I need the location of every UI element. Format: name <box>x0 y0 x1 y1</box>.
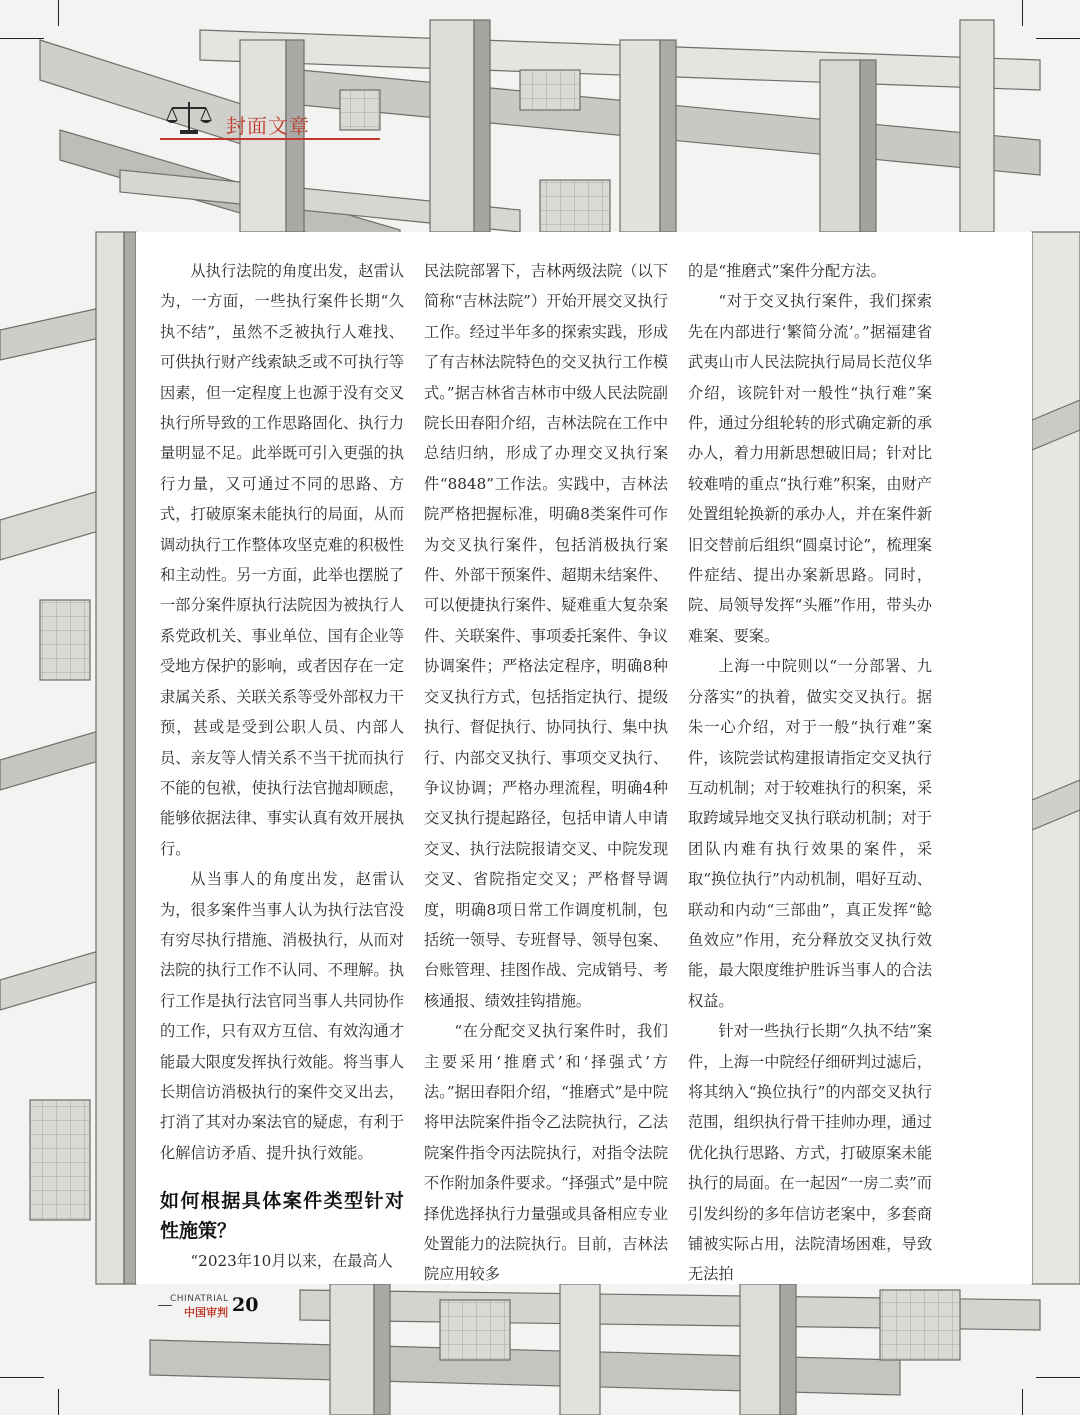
crop-mark <box>1036 38 1080 39</box>
page-folio <box>158 1294 298 1324</box>
crop-mark <box>1022 1389 1023 1415</box>
paragraph: 针对一些执行长期“久执不结”案件，上海一中院经仔细研判过滤后，将其纳入“换位执行”的内部交叉执行范围，组织执行骨干挂帅办理，通过优化执行思路、方式，打破原案未能执行的局面。在一起因“一房二卖”而引发纠纷的多年信访老案中，多套商铺被实际占用，法院清场困难，导致无法拍 <box>688 1022 932 1284</box>
crop-mark <box>1036 1377 1080 1378</box>
section-underline <box>160 138 380 140</box>
section-label: 封面文章 <box>226 114 310 138</box>
crop-mark <box>0 1377 44 1378</box>
paragraph: 从执行法院的角度出发，赵雷认为，一方面，一些执行案件长期“久执不结”，虽然不乏被执行人难找、可供执行财产线索缺乏或不可执行等因素，但一定程度上也源于没有交叉执行所导致的工作思路固化、执行力量明显不足。此举既可引入更强的执行力量，又可通过不同的思路、方式，打破原案未能执行的局面，从而调动执行工作整体攻坚克难的积极性和主动性。另一方面，此举也摆脱了一部分案件原执行法院因为被执行人系党政机关、事业单位、国有企业等受地方保护的影响，或者因存在一定隶属关系、关联关系等受外部权力干预，甚或是受到公职人员、内部人员、亲友等人情关系不当干扰而执行不能的包袱，使执行法官抛却顾虑，能够依据法律、事实认真有效开展执行。 <box>160 262 404 858</box>
article-column-2 <box>424 256 668 1290</box>
magazine-name-cn: 中国审判 <box>184 1306 228 1319</box>
section-heading: 如何根据具体案件类型针对性施策？ <box>160 1190 404 1243</box>
article-column-3 <box>688 256 932 1290</box>
scales-of-justice-icon <box>164 98 214 138</box>
paragraph: 从当事人的角度出发，赵雷认为，很多案件当事人认为执行法官没有穷尽执行措施、消极执行，从而对法院的执行工作不认同、不理解。执行工作是执行法官同当事人共同协作的工作，只有双方互信、有效沟通才能最大限度发挥执行效能。将当事人长期信访消极执行的案件交叉出去，打消了其对办案法官的疑虑，有利于化解信访矛盾、提升执行效能。 <box>160 870 404 1162</box>
paragraph: “在分配交叉执行案件时，我们主要采用‘推磨式’和‘择强式’方法。”据田春阳介绍，“推磨式”是中院将甲法院案件指令乙法院执行，乙法院案件指令丙法院执行，对指令法院不作附加条件要求。“择强式”是中院择优选择执行力量强或具备相应专业处置能力的法院执行。目前，吉林法院应用较多 <box>424 1022 668 1284</box>
page-number: 20 <box>232 1294 259 1316</box>
folio-rule <box>158 1305 172 1306</box>
paragraph: 的是“推磨式”案件分配方法。 <box>688 262 886 280</box>
paragraph: “2023年10月以来，在最高人 <box>190 1252 393 1271</box>
article-body <box>136 232 1032 1284</box>
article-column-1 <box>160 256 404 1277</box>
crop-mark <box>0 38 44 39</box>
paragraph: “对于交叉执行案件，我们探索先在内部进行‘繁简分流’。”据福建省武夷山市人民法院执行局局长范仪华介绍，该院针对一般性“执行难”案件，通过分组轮转的形式确定新的承办人，着力用新思想破旧局；针对比较难啃的重点“执行难”积案，由财产处置组轮换新的承办人，并在案件新旧交替前后组织“圆桌讨论”，梳理案件症结、提出办案新思路。同时，院、局领导发挥“头雁”作用，带头办难案、要案。 <box>688 292 932 645</box>
section-tag <box>160 96 310 142</box>
crop-mark <box>58 1389 59 1415</box>
crop-mark <box>1022 0 1023 26</box>
paragraph: 上海一中院则以“一分部署、九分落实”的执着，做实交叉执行。据朱一心介绍，对于一般“执行难”案件，该院尝试构建报请指定交叉执行互动机制；对于较难执行的积案，采取跨域异地交叉执行联动机制；对于团队内难有执行效果的案件，采取“换位执行”内动机制，唱好互动、联动和内动“三部曲”，真正发挥“鲶鱼效应”作用，充分释放交叉执行效能，最大限度维护胜诉当事人的合法权益。 <box>688 657 932 1010</box>
magazine-name-en: CHINATRIAL <box>170 1294 229 1304</box>
crop-mark <box>58 0 59 26</box>
paragraph: 民法院部署下，吉林两级法院（以下简称“吉林法院”）开始开展交叉执行工作。经过半年多的探索实践，形成了有吉林法院特色的交叉执行工作模式。”据吉林省吉林市中级人民法院副院长田春阳介绍，吉林法院在工作中总结归纳，形成了办理交叉执行案件“8848”工作法。实践中，吉林法院严格把握标准，明确8类案件可作为交叉执行案件，包括消极执行案件、外部干预案件、超期未结案件、可以便捷执行案件、疑难重大复杂案件、关联案件、事项委托案件、争议协调案件；严格法定程序，明确8种交叉执行方式，包括指定执行、提级执行、督促执行、协同执行、集中执行、内部交叉执行、事项交叉执行、争议协调；严格办理流程，明确4种交叉执行提起路径，包括申请人申请交叉、执行法院报请交叉、中院发现交叉、省院指定交叉；严格督导调度，明确8项日常工作调度机制，包括统一领导、专班督导、领导包案、台账管理、挂图作战、完成销号、考核通报、绩效挂钩措施。 <box>424 262 668 1010</box>
